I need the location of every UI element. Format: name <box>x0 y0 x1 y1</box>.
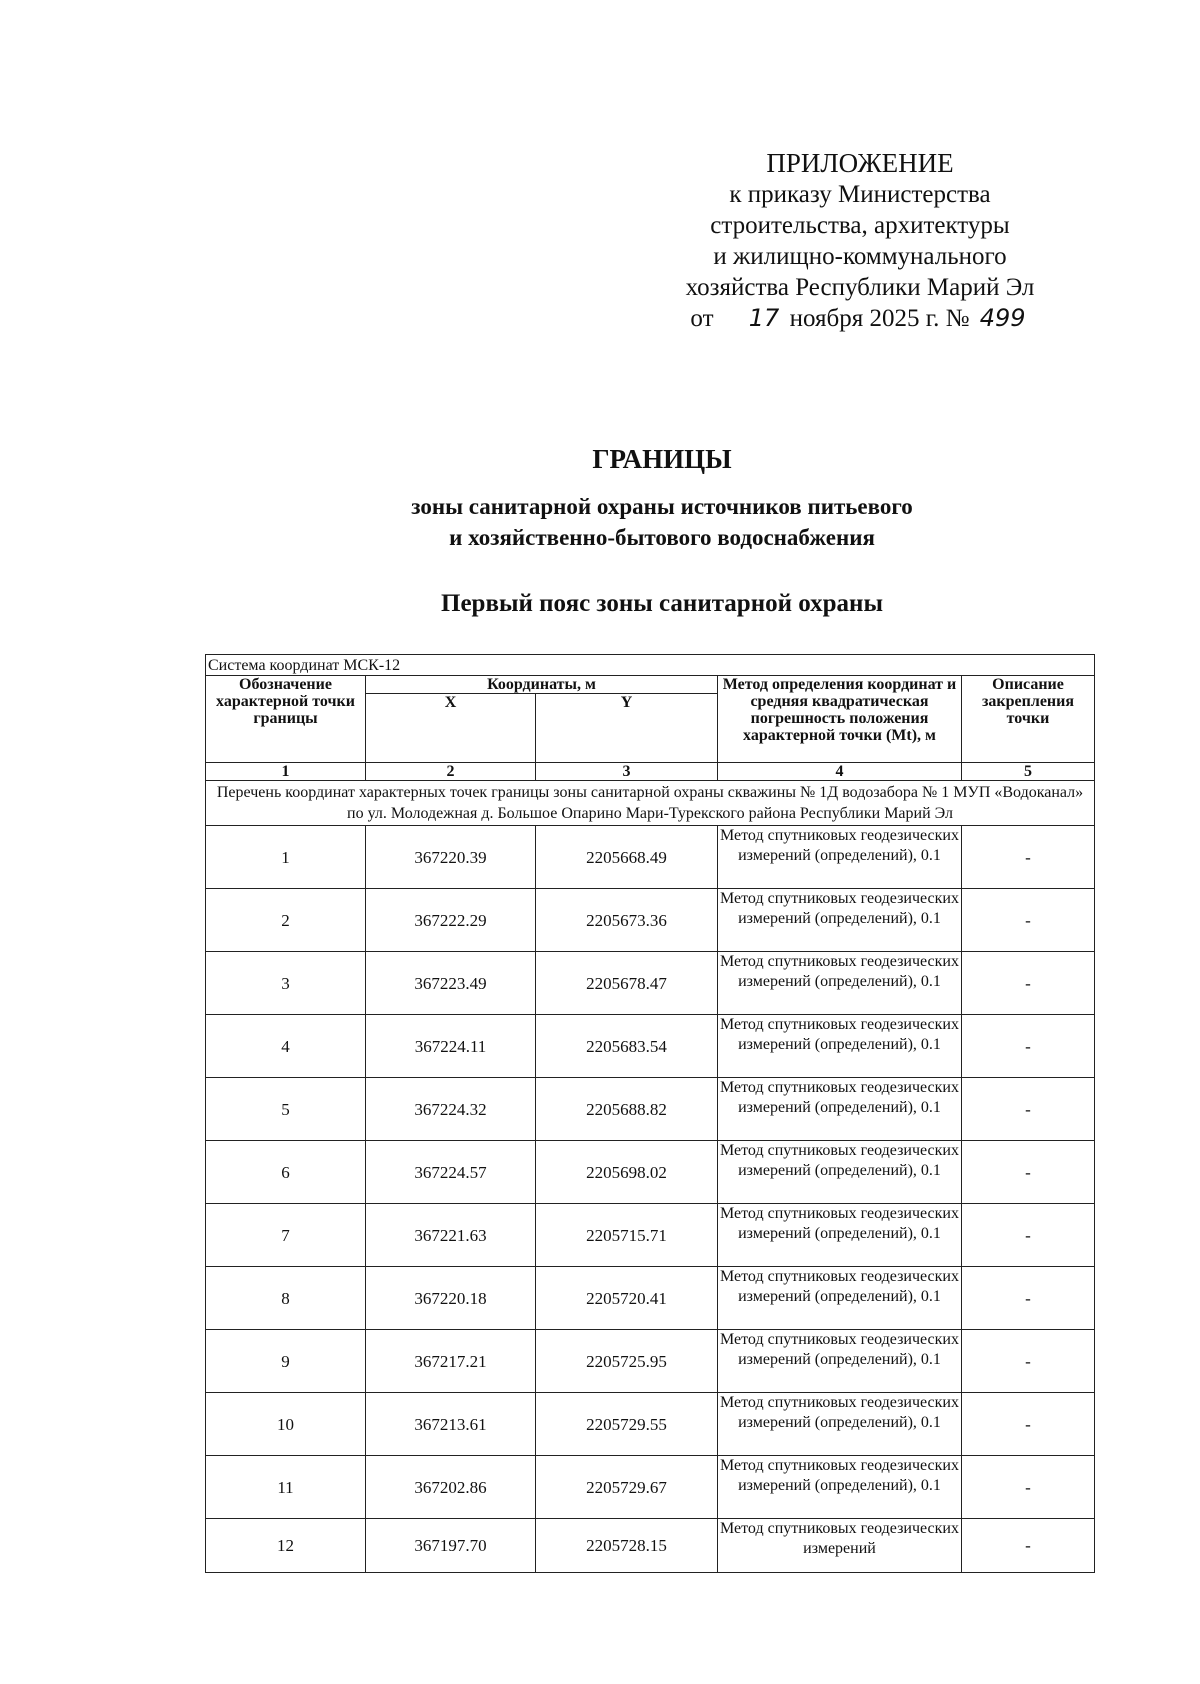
table-row <box>206 826 1095 889</box>
coord-y: 2205725.95 <box>536 1330 718 1393</box>
column-number: 4 <box>718 763 962 781</box>
appendix-date-line <box>600 303 1120 334</box>
point-description: - <box>962 1015 1095 1078</box>
coord-y: 2205673.36 <box>536 889 718 952</box>
point-id: 11 <box>206 1456 366 1519</box>
coord-y: 2205729.55 <box>536 1393 718 1456</box>
table-row <box>206 1078 1095 1141</box>
coord-x: 367202.86 <box>366 1456 536 1519</box>
header-description: Описание закрепления точки <box>962 676 1095 763</box>
date-prefix: от <box>690 305 714 332</box>
coord-x: 367213.61 <box>366 1393 536 1456</box>
point-description: - <box>962 1141 1095 1204</box>
subtitle-line: зоны санитарной охраны источников питьевого <box>411 494 913 519</box>
method: Метод спутниковых геодезических измерений (определений), 0.1 <box>718 1330 962 1393</box>
coordinates-table <box>205 654 1095 1573</box>
point-id: 2 <box>206 889 366 952</box>
method: Метод спутниковых геодезических измерений (определений), 0.1 <box>718 889 962 952</box>
document-title: ГРАНИЦЫ <box>592 444 732 474</box>
column-number: 1 <box>206 763 366 781</box>
belt-title: Первый пояс зоны санитарной охраны <box>441 590 883 617</box>
header-x: X <box>366 694 536 763</box>
point-description: - <box>962 952 1095 1015</box>
table-row <box>206 1519 1095 1573</box>
table-row <box>206 1267 1095 1330</box>
point-id: 3 <box>206 952 366 1015</box>
method: Метод спутниковых геодезических измерений (определений), 0.1 <box>718 1456 962 1519</box>
coord-x: 367220.18 <box>366 1267 536 1330</box>
point-description: - <box>962 1456 1095 1519</box>
point-id: 10 <box>206 1393 366 1456</box>
point-id: 5 <box>206 1078 366 1141</box>
method: Метод спутниковых геодезических измерений (определений), 0.1 <box>718 1141 962 1204</box>
coord-y: 2205729.67 <box>536 1456 718 1519</box>
point-description: - <box>962 1078 1095 1141</box>
header-coords: Координаты, м <box>366 676 718 694</box>
table-row <box>206 1141 1095 1204</box>
coord-x: 367197.70 <box>366 1519 536 1573</box>
method: Метод спутниковых геодезических измерений (определений), 0.1 <box>718 1015 962 1078</box>
point-id: 4 <box>206 1015 366 1078</box>
point-description: - <box>962 1393 1095 1456</box>
table-row <box>206 1456 1095 1519</box>
method: Метод спутниковых геодезических измерений (определений), 0.1 <box>718 1393 962 1456</box>
point-description: - <box>962 826 1095 889</box>
table-row <box>206 1204 1095 1267</box>
method: Метод спутниковых геодезических измерений (определений), 0.1 <box>718 1078 962 1141</box>
coord-y: 2205683.54 <box>536 1015 718 1078</box>
order-number-handwritten: 499 <box>979 304 1026 332</box>
table-row <box>206 889 1095 952</box>
column-number: 2 <box>366 763 536 781</box>
coord-x: 367224.57 <box>366 1141 536 1204</box>
document-subtitle <box>150 491 1174 553</box>
subtitle-line: и хозяйственно-бытового водоснабжения <box>449 525 875 550</box>
appendix-line: хозяйства Республики Марий Эл <box>685 274 1035 301</box>
point-description: - <box>962 1519 1095 1573</box>
coord-x: 367220.39 <box>366 826 536 889</box>
coord-y: 2205678.47 <box>536 952 718 1015</box>
point-id: 12 <box>206 1519 366 1573</box>
coord-x: 367222.29 <box>366 889 536 952</box>
table-row <box>206 1015 1095 1078</box>
appendix-line: и жилищно-коммунального <box>713 243 1007 270</box>
coord-y: 2205715.71 <box>536 1204 718 1267</box>
appendix-line: строительства, архитектуры <box>710 212 1010 239</box>
point-id: 9 <box>206 1330 366 1393</box>
point-id: 1 <box>206 826 366 889</box>
method: Метод спутниковых геодезических измерений (определений), 0.1 <box>718 1267 962 1330</box>
coord-x: 367223.49 <box>366 952 536 1015</box>
point-description: - <box>962 1267 1095 1330</box>
coordinate-system: Система координат МСК-12 <box>206 655 1095 676</box>
date-day-handwritten: 17 <box>748 304 780 332</box>
appendix-title: ПРИЛОЖЕНИЕ <box>766 148 954 178</box>
header-point: Обозначение характерной точки границы <box>206 676 366 763</box>
point-description: - <box>962 889 1095 952</box>
method: Метод спутниковых геодезических измерений (определений), 0.1 <box>718 1204 962 1267</box>
method: Метод спутниковых геодезических измерений (определений), 0.1 <box>718 826 962 889</box>
point-id: 7 <box>206 1204 366 1267</box>
method: Метод спутниковых геодезических измерений <box>718 1519 962 1573</box>
list-title: Перечень координат характерных точек границы зоны санитарной охраны скважины № 1Д водозабора № 1 МУП «Водоканал» по ул. Молодежная д. Большое Опарино Мари-Турекского района Республики Марий Эл <box>206 781 1095 826</box>
point-id: 6 <box>206 1141 366 1204</box>
table-row <box>206 1330 1095 1393</box>
coord-y: 2205668.49 <box>536 826 718 889</box>
point-description: - <box>962 1204 1095 1267</box>
coord-x: 367217.21 <box>366 1330 536 1393</box>
coord-x: 367224.32 <box>366 1078 536 1141</box>
point-description: - <box>962 1330 1095 1393</box>
coord-y: 2205728.15 <box>536 1519 718 1573</box>
table-row <box>206 1393 1095 1456</box>
point-id: 8 <box>206 1267 366 1330</box>
column-number: 3 <box>536 763 718 781</box>
appendix-block <box>600 148 1120 334</box>
method: Метод спутниковых геодезических измерений (определений), 0.1 <box>718 952 962 1015</box>
coord-y: 2205688.82 <box>536 1078 718 1141</box>
header-y: Y <box>536 694 718 763</box>
table-row <box>206 952 1095 1015</box>
header-method: Метод определения координат и средняя квадратическая погрешность положения характерной точки (Mt), м <box>718 676 962 763</box>
coord-x: 367221.63 <box>366 1204 536 1267</box>
coord-x: 367224.11 <box>366 1015 536 1078</box>
coord-y: 2205698.02 <box>536 1141 718 1204</box>
appendix-line: к приказу Министерства <box>729 181 991 208</box>
coord-y: 2205720.41 <box>536 1267 718 1330</box>
date-rest: ноября 2025 г. № <box>789 305 970 332</box>
column-number: 5 <box>962 763 1095 781</box>
